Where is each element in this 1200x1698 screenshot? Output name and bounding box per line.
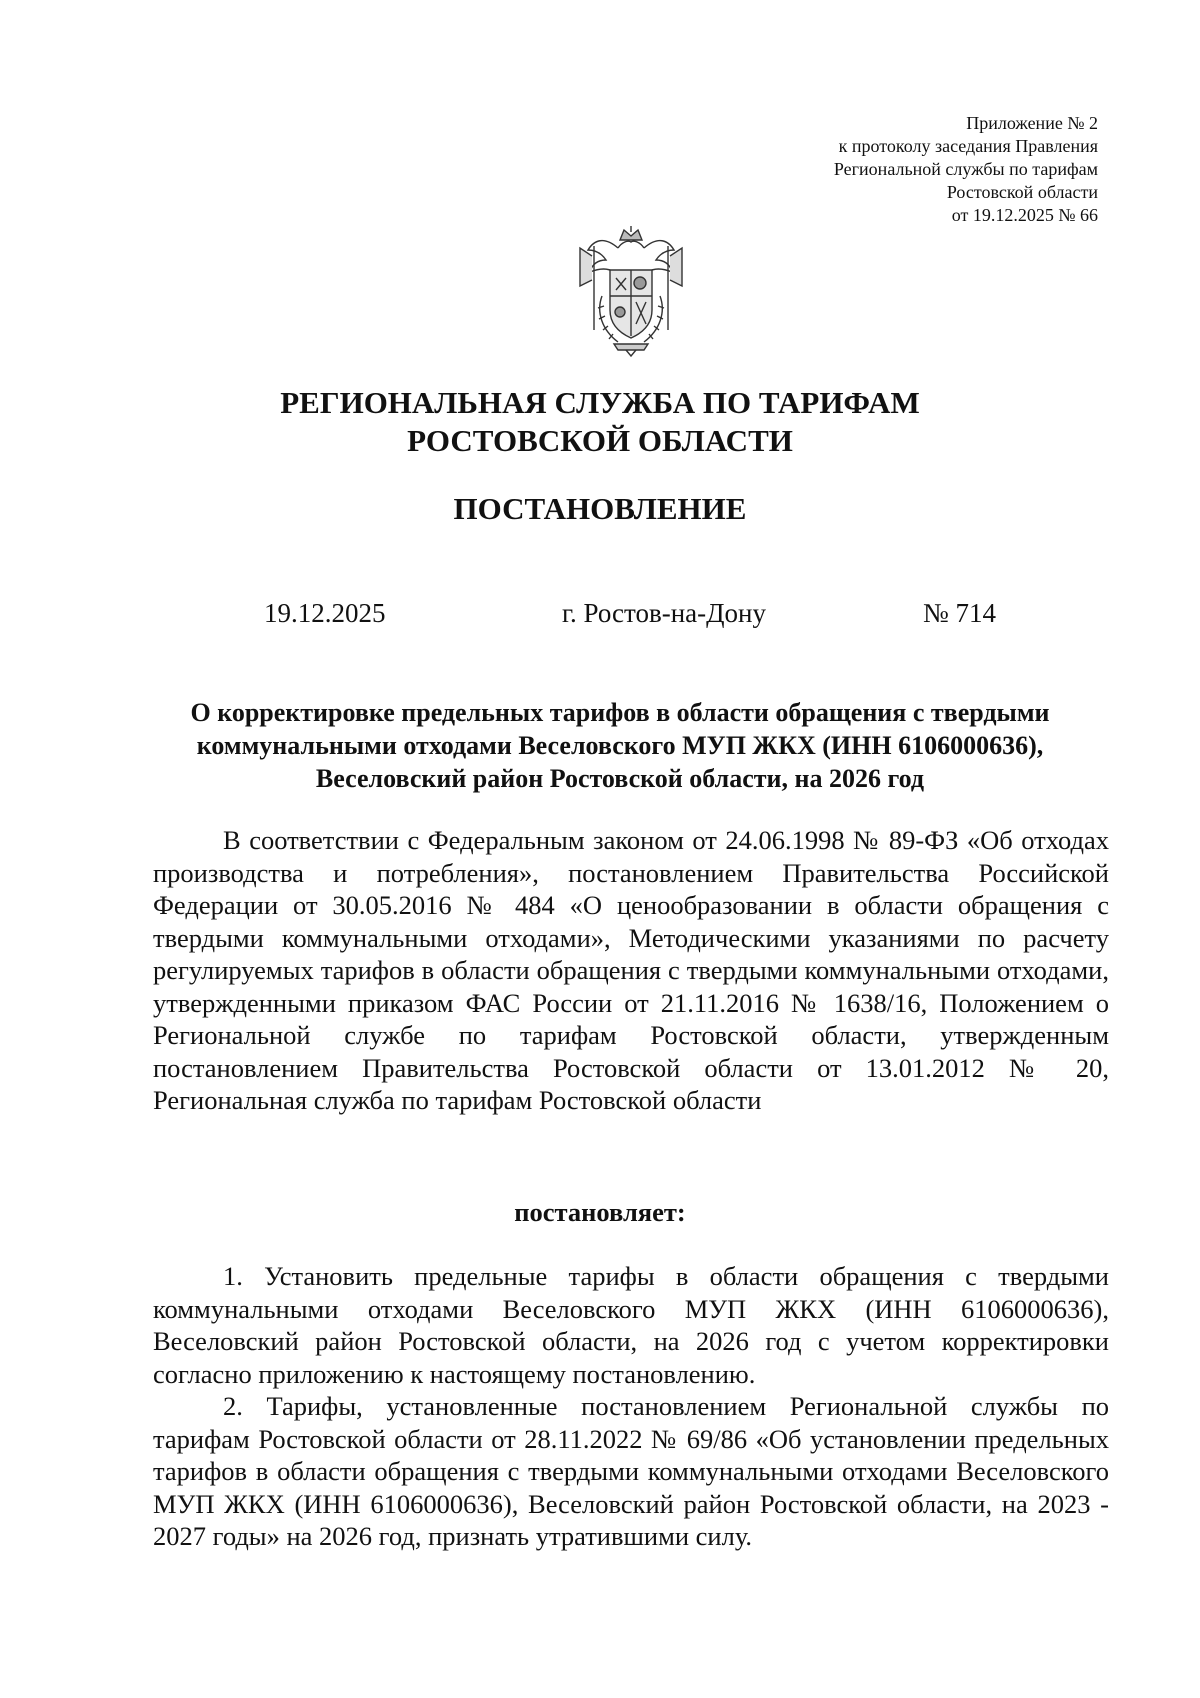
appendix-line: Региональной службы по тарифам [833, 159, 1098, 179]
agency-title-line: РОСТОВСКОЙ ОБЛАСТИ [407, 423, 793, 458]
document-type: ПОСТАНОВЛЕНИЕ [453, 491, 747, 526]
coat-of-arms-rostov-oblast-icon [574, 226, 688, 358]
decree-word: постановляет: [514, 1197, 686, 1227]
appendix-line: к протоколу заседания Правления [838, 136, 1098, 156]
document-number: № 714 [923, 598, 997, 628]
document-subject [140, 696, 1100, 795]
agency-title-line: РЕГИОНАЛЬНАЯ СЛУЖБА ПО ТАРИФАМ [280, 385, 920, 420]
subject-line: Веселовский район Ростовской области, на 2026 год [315, 764, 925, 793]
document-date: 19.12.2025 [264, 598, 386, 628]
appendix-line: Ростовской области [946, 182, 1098, 202]
appendix-line: Приложение № 2 [966, 113, 1098, 133]
appendix-line: от 19.12.2025 № 66 [951, 205, 1098, 225]
decree-items [153, 1260, 1109, 1553]
decree-item: 1. Установить предельные тарифы в области обращения с твердыми коммунальными отходами Веселовского МУП ЖКХ (ИНН 6106000636), Веселовский район Ростовской области, на 2026 год с учетом корректировки согласно приложению к настоящему постановлению. [153, 1261, 1109, 1389]
subject-line: коммунальными отходами Веселовского МУП ЖКХ (ИНН 6106000636), [196, 731, 1044, 760]
subject-line: О корректировке предельных тарифов в области обращения с твердыми [190, 698, 1050, 727]
agency-title [0, 384, 1200, 460]
appendix-block [678, 112, 1098, 227]
preamble-paragraph: В соответствии с Федеральным законом от 24.06.1998 № 89-ФЗ «Об отходах производства и потребления», постановлением Правительства Российской Федерации от 30.05.2016 № 484 «О ценообразовании в области обращения с твердыми коммунальными отходами», Методическими указаниями по расчету регулируемых тарифов в области обращения с твердыми коммунальными отходами, утвержденными приказом ФАС России от 21.11.2016 № 1638/16, Положением о Региональной службе по тарифам Ростовской области, утвержденным постановлением Правительства Ростовской области от 13.01.2012 № 20, Региональная служба по тарифам Ростовской области [153, 825, 1109, 1115]
decree-item: 2. Тарифы, установленные постановлением Региональной службы по тарифам Ростовской области от 28.11.2022 № 69/86 «Об установлении предельных тарифов в области обращения с твердыми коммунальными отходами Веселовского МУП ЖКХ (ИНН 6106000636), Веселовский район Ростовской области, на 2023 - 2027 годы» на 2026 год, признать утратившими силу. [153, 1391, 1109, 1551]
document-place: г. Ростов-на-Дону [562, 598, 767, 628]
